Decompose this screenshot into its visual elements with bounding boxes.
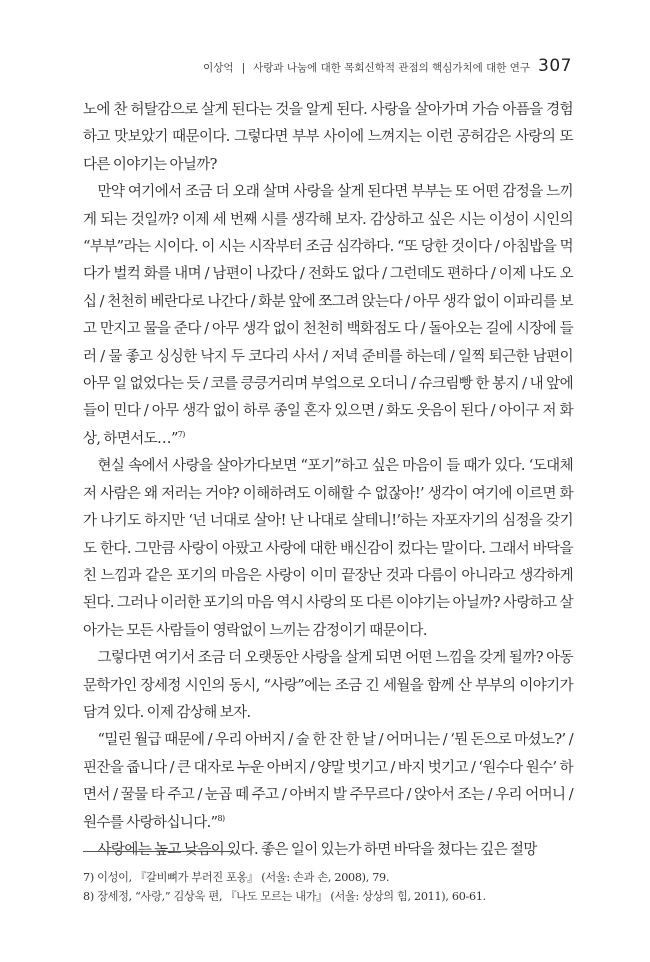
paragraph-text: 사랑에는 높고 낮음이 있다. 좋은 일이 있는가 하면 바닥을 쳤다는 깊은 절망 [97, 841, 537, 858]
footnote-7: 7) 이성이, 『갈비뼈가 부러진 포옹』 (서울: 손과 손, 2008), 79. [83, 871, 390, 884]
running-header [203, 56, 572, 76]
paragraph-4 [83, 645, 573, 727]
paragraph-2 [83, 179, 573, 453]
page-number: 307 [538, 56, 572, 76]
paragraph-1 [83, 97, 573, 179]
paragraph-5 [83, 727, 573, 837]
paragraph-text: “밀린 월급 때문에 / 우리 아버지 / 술 한 잔 한 날 / 어머니는 / ‘뭔 돈으로 마셨노?’ / 핀잔을 줍니다 / 큰 대자로 누운 아버지 / 양말 벗기고 / 바지 벗기고 / ‘원수다 원수’ 하면서 / 꿀물 타 주고 / 눈곱 떼 주고 / 아버지 발 주무르다 / 앉아서 조는 / 우리 어머니 / 원수를 사랑하십니다.” [83, 732, 573, 831]
paragraph-text: 현실 속에서 사랑을 살아가다보면 “포기”하고 싶은 마음이 들 때가 있다. ‘도대체 저 사람은 왜 저러는 거야? 이해하려도 이해할 수 없잖아!’ 생각이 여기에 이르면 화가 나기도 하지만 ‘넌 너대로 살아! 난 나대로 살테니!’하는 자포자기의 심정을 갖기도 한다. 그만큼 사랑이 아팠고 사랑에 대한 배신감이 컸다는 말이다. 그래서 바닥을 친 느낌과 같은 포기의 마음은 사랑이 이미 끝장난 것과 다름이 아니라고 생각하게 된다. 그러나 이러한 포기의 마음 역시 사랑의 또 다른 이야기는 아닐까? 사랑하고 살아가는 모든 사람들이 영락없이 느끼는 감정이기 때문이다. [83, 458, 573, 639]
footnote-divider [83, 851, 233, 852]
footnote-8: 8) 장세정, “사랑,” 김상욱 편, 『나도 모르는 내가』 (서울: 상상의 힘, 2011), 60-61. [83, 890, 486, 903]
paragraph-text: 그렇다면 여기서 조금 더 오랫동안 사랑을 살게 되면 어떤 느낌을 갖게 될까? 아동 문학가인 장세정 시인의 동시, “사랑”에는 조금 긴 세월을 함께 산 부부의 이야기가 담겨 있다. 이제 감상해 보자. [83, 650, 573, 721]
footnote-ref-8[interactable]: 8) [217, 813, 225, 823]
paragraph-text: 만약 여기에서 조금 더 오래 살며 사랑을 살게 된다면 부부는 또 어떤 감정을 느끼게 되는 것일까? 이제 세 번째 시를 생각해 보자. 감상하고 싶은 시는 이성이 시인의 “부부”라는 시이다. 이 시는 시작부터 조금 심각하다. “또 당한 것이다 / 아침밥을 먹다가 벌컥 화를 내며 / 남편이 나갔다 / 전화도 없다 / 그런데도 편하다 / 이제 나도 오십 / 천천히 베란다로 나간다 / 화분 앞에 쪼그려 앉는다 / 아무 생각 없이 이파리를 보고 만지고 물을 준다 / 아무 생각 없이 천천히 백화점도 다 / 돌아오는 길에 시장에 들러 / 물 좋고 싱싱한 낙지 두 코다리 사서 / 저녁 준비를 하는데 / 일찍 퇴근한 남편이 아무 일 없었다는 듯 / 코를 킁킁거리며 부엌으로 오더니 / 슈크림빵 한 봉지 / 내 앞에 들이 민다 / 아무 생각 없이 하루 종일 혼자 있으면 / 화도 웃음이 된다 / 아이구 저 화상, 하면서도…” [83, 184, 573, 447]
footnotes [83, 868, 573, 906]
header-separator: | [241, 62, 246, 74]
footnote-ref-7[interactable]: 7) [177, 430, 185, 440]
paragraph-3 [83, 453, 573, 645]
header-author: 이상억 [203, 62, 234, 74]
header-title: 사랑과 나눔에 대한 목회신학적 관점의 핵심가치에 대한 연구 [253, 62, 531, 74]
body-text [83, 97, 573, 864]
paragraph-text: 노에 찬 허탈감으로 살게 된다는 것을 알게 된다. 사랑을 살아가며 가슴 아픔을 경험하고 맛보았기 때문이다. 그렇다면 부부 사이에 느껴지는 이런 공허감은 사랑의 또 다른 이야기는 아닐까? [83, 102, 573, 173]
